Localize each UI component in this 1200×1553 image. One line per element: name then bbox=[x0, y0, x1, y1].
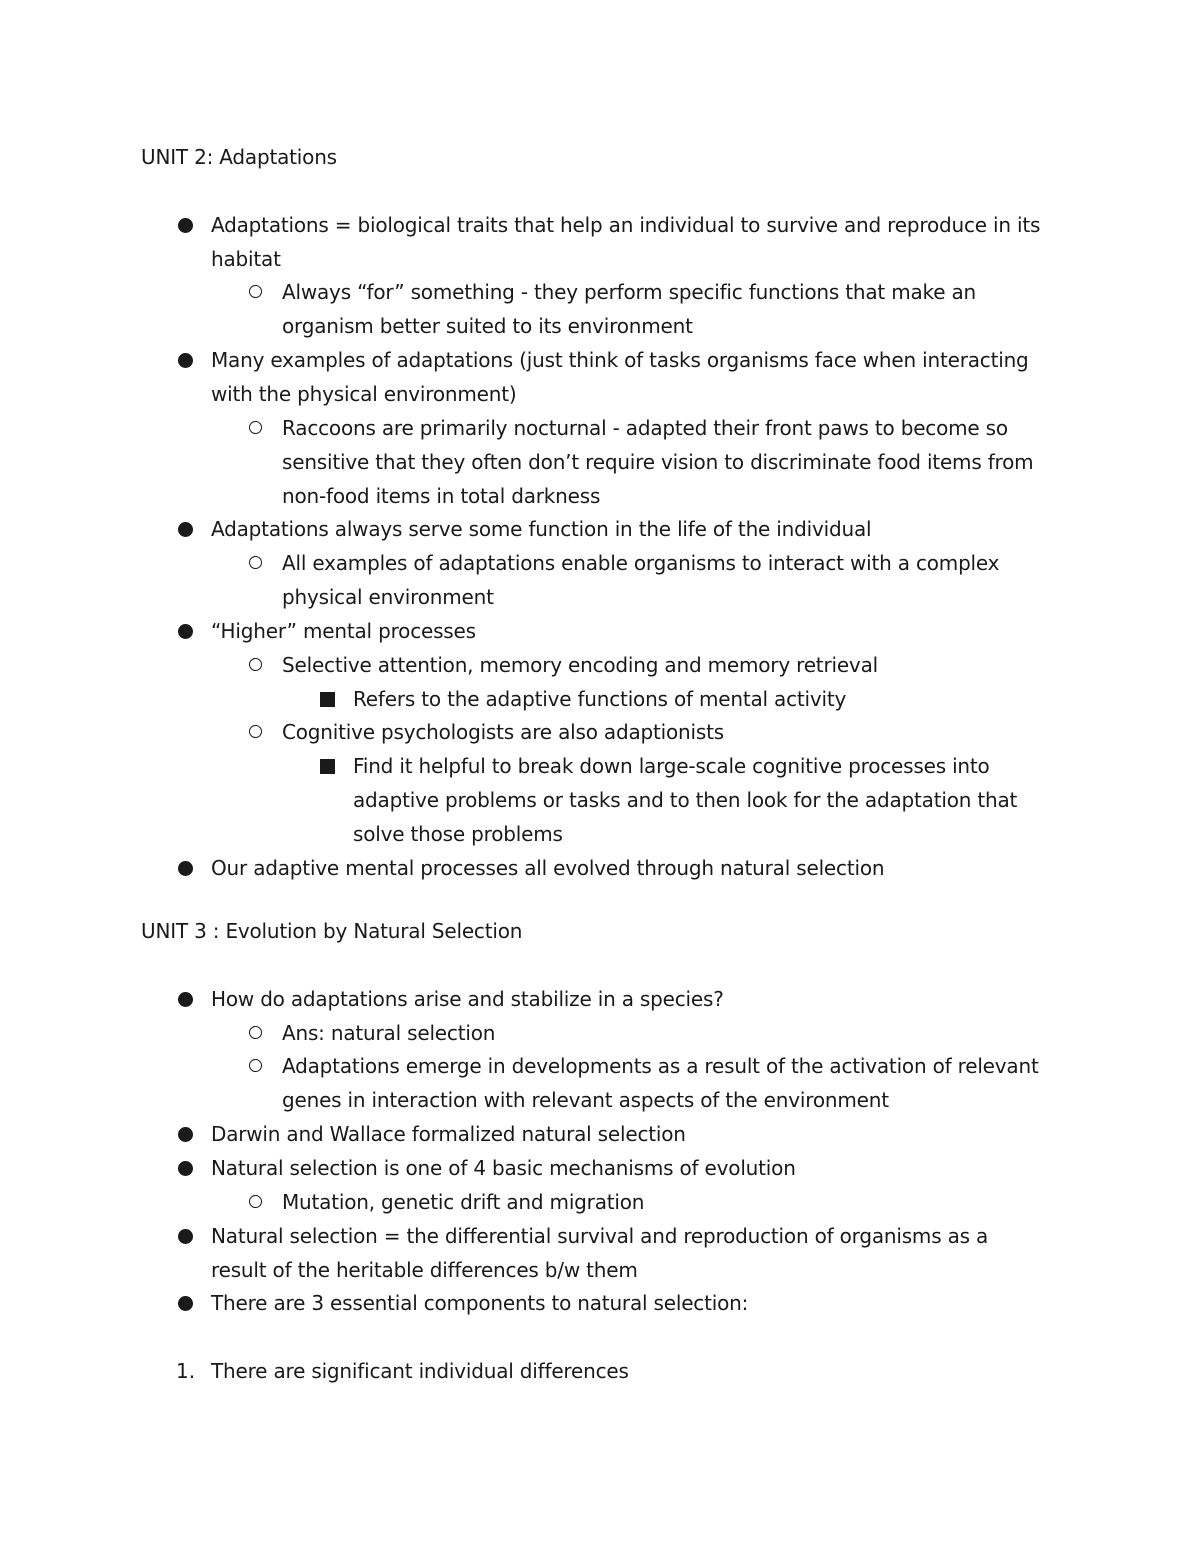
list-item-text: solve those problems bbox=[353, 822, 563, 846]
bullet-circle-icon bbox=[249, 1059, 262, 1072]
list-item-text: All examples of adaptations enable organisms to interact with a complex bbox=[282, 551, 1000, 576]
list-item-text: physical environment bbox=[282, 585, 494, 610]
list-item-text: genes in interaction with relevant aspects of the environment bbox=[282, 1088, 889, 1113]
bullet-disc-icon bbox=[178, 522, 193, 537]
list-item-text: Darwin and Wallace formalized natural selection bbox=[211, 1122, 686, 1147]
bullet-circle-icon bbox=[249, 285, 262, 298]
bullet-disc-icon bbox=[178, 861, 193, 876]
list-item-text: How do adaptations arise and stabilize in a species? bbox=[211, 986, 724, 1011]
list-item-text: Mutation, genetic drift and migration bbox=[282, 1189, 645, 1214]
list-item-text: Find it helpful to break down large-scale cognitive processes into bbox=[353, 754, 990, 779]
list-number: 1. bbox=[176, 1359, 196, 1384]
bullet-circle-icon bbox=[249, 1026, 262, 1039]
list-item-text: Natural selection is one of 4 basic mechanisms of evolution bbox=[211, 1155, 796, 1180]
bullet-disc-icon bbox=[178, 1296, 193, 1311]
bullet-circle-icon bbox=[249, 1195, 262, 1208]
bullet-square-icon bbox=[320, 692, 335, 707]
bullet-circle-icon bbox=[249, 658, 262, 671]
list-item-text: “Higher” mental processes bbox=[211, 618, 476, 643]
list-item-text: Adaptations = biological traits that help an individual to survive and reproduce in its bbox=[211, 212, 1041, 237]
list-item-text: Adaptations always serve some function in the life of the individual bbox=[211, 517, 872, 542]
list-item-text: Refers to the adaptive functions of mental activity bbox=[353, 686, 847, 711]
list-item-text: result of the heritable differences b/w them bbox=[211, 1257, 638, 1282]
list-item-text: There are 3 essential components to natural selection: bbox=[211, 1291, 749, 1316]
list-item-text: adaptive problems or tasks and to then look for the adaptation that bbox=[353, 788, 1018, 813]
bullet-circle-icon bbox=[249, 421, 262, 434]
list-item-text: habitat bbox=[211, 246, 281, 271]
list-item-text: Adaptations emerge in developments as a result of the activation of relevant bbox=[282, 1054, 1039, 1079]
list-item-text: Our adaptive mental processes all evolved through natural selection bbox=[211, 855, 885, 880]
list-item-text: Always “for” something - they perform specific functions that make an bbox=[282, 280, 976, 305]
list-item-text: Many examples of adaptations (just think of tasks organisms face when interacting bbox=[211, 348, 1029, 373]
bullet-square-icon bbox=[320, 759, 335, 774]
bullet-disc-icon bbox=[178, 992, 193, 1007]
unit-heading: UNIT 3 : Evolution by Natural Selection bbox=[141, 919, 523, 943]
list-item-text: with the physical environment) bbox=[211, 381, 517, 406]
list-item-text: Raccoons are primarily nocturnal - adapted their front paws to become so bbox=[282, 415, 1008, 440]
bullet-disc-icon bbox=[178, 1127, 193, 1142]
list-item-text: Cognitive psychologists are also adaptionists bbox=[282, 720, 724, 745]
bullet-disc-icon bbox=[178, 218, 193, 233]
bullet-circle-icon bbox=[249, 556, 262, 569]
list-item-text: sensitive that they often don’t require vision to discriminate food items from bbox=[282, 449, 1034, 474]
bullet-disc-icon bbox=[178, 353, 193, 368]
list-item-text: Natural selection = the differential survival and reproduction of organisms as a bbox=[211, 1223, 989, 1248]
list-item-text: Selective attention, memory encoding and memory retrieval bbox=[282, 652, 878, 677]
list-item-text: organism better suited to its environment bbox=[282, 314, 693, 339]
bullet-circle-icon bbox=[249, 725, 262, 738]
list-item-text: non-food items in total darkness bbox=[282, 483, 601, 508]
unit-heading: UNIT 2: Adaptations bbox=[141, 145, 337, 169]
list-item-text: Ans: natural selection bbox=[282, 1020, 496, 1045]
bullet-disc-icon bbox=[178, 624, 193, 639]
numbered-item-text: There are significant individual differences bbox=[211, 1359, 629, 1384]
bullet-disc-icon bbox=[178, 1161, 193, 1176]
bullet-disc-icon bbox=[178, 1229, 193, 1244]
